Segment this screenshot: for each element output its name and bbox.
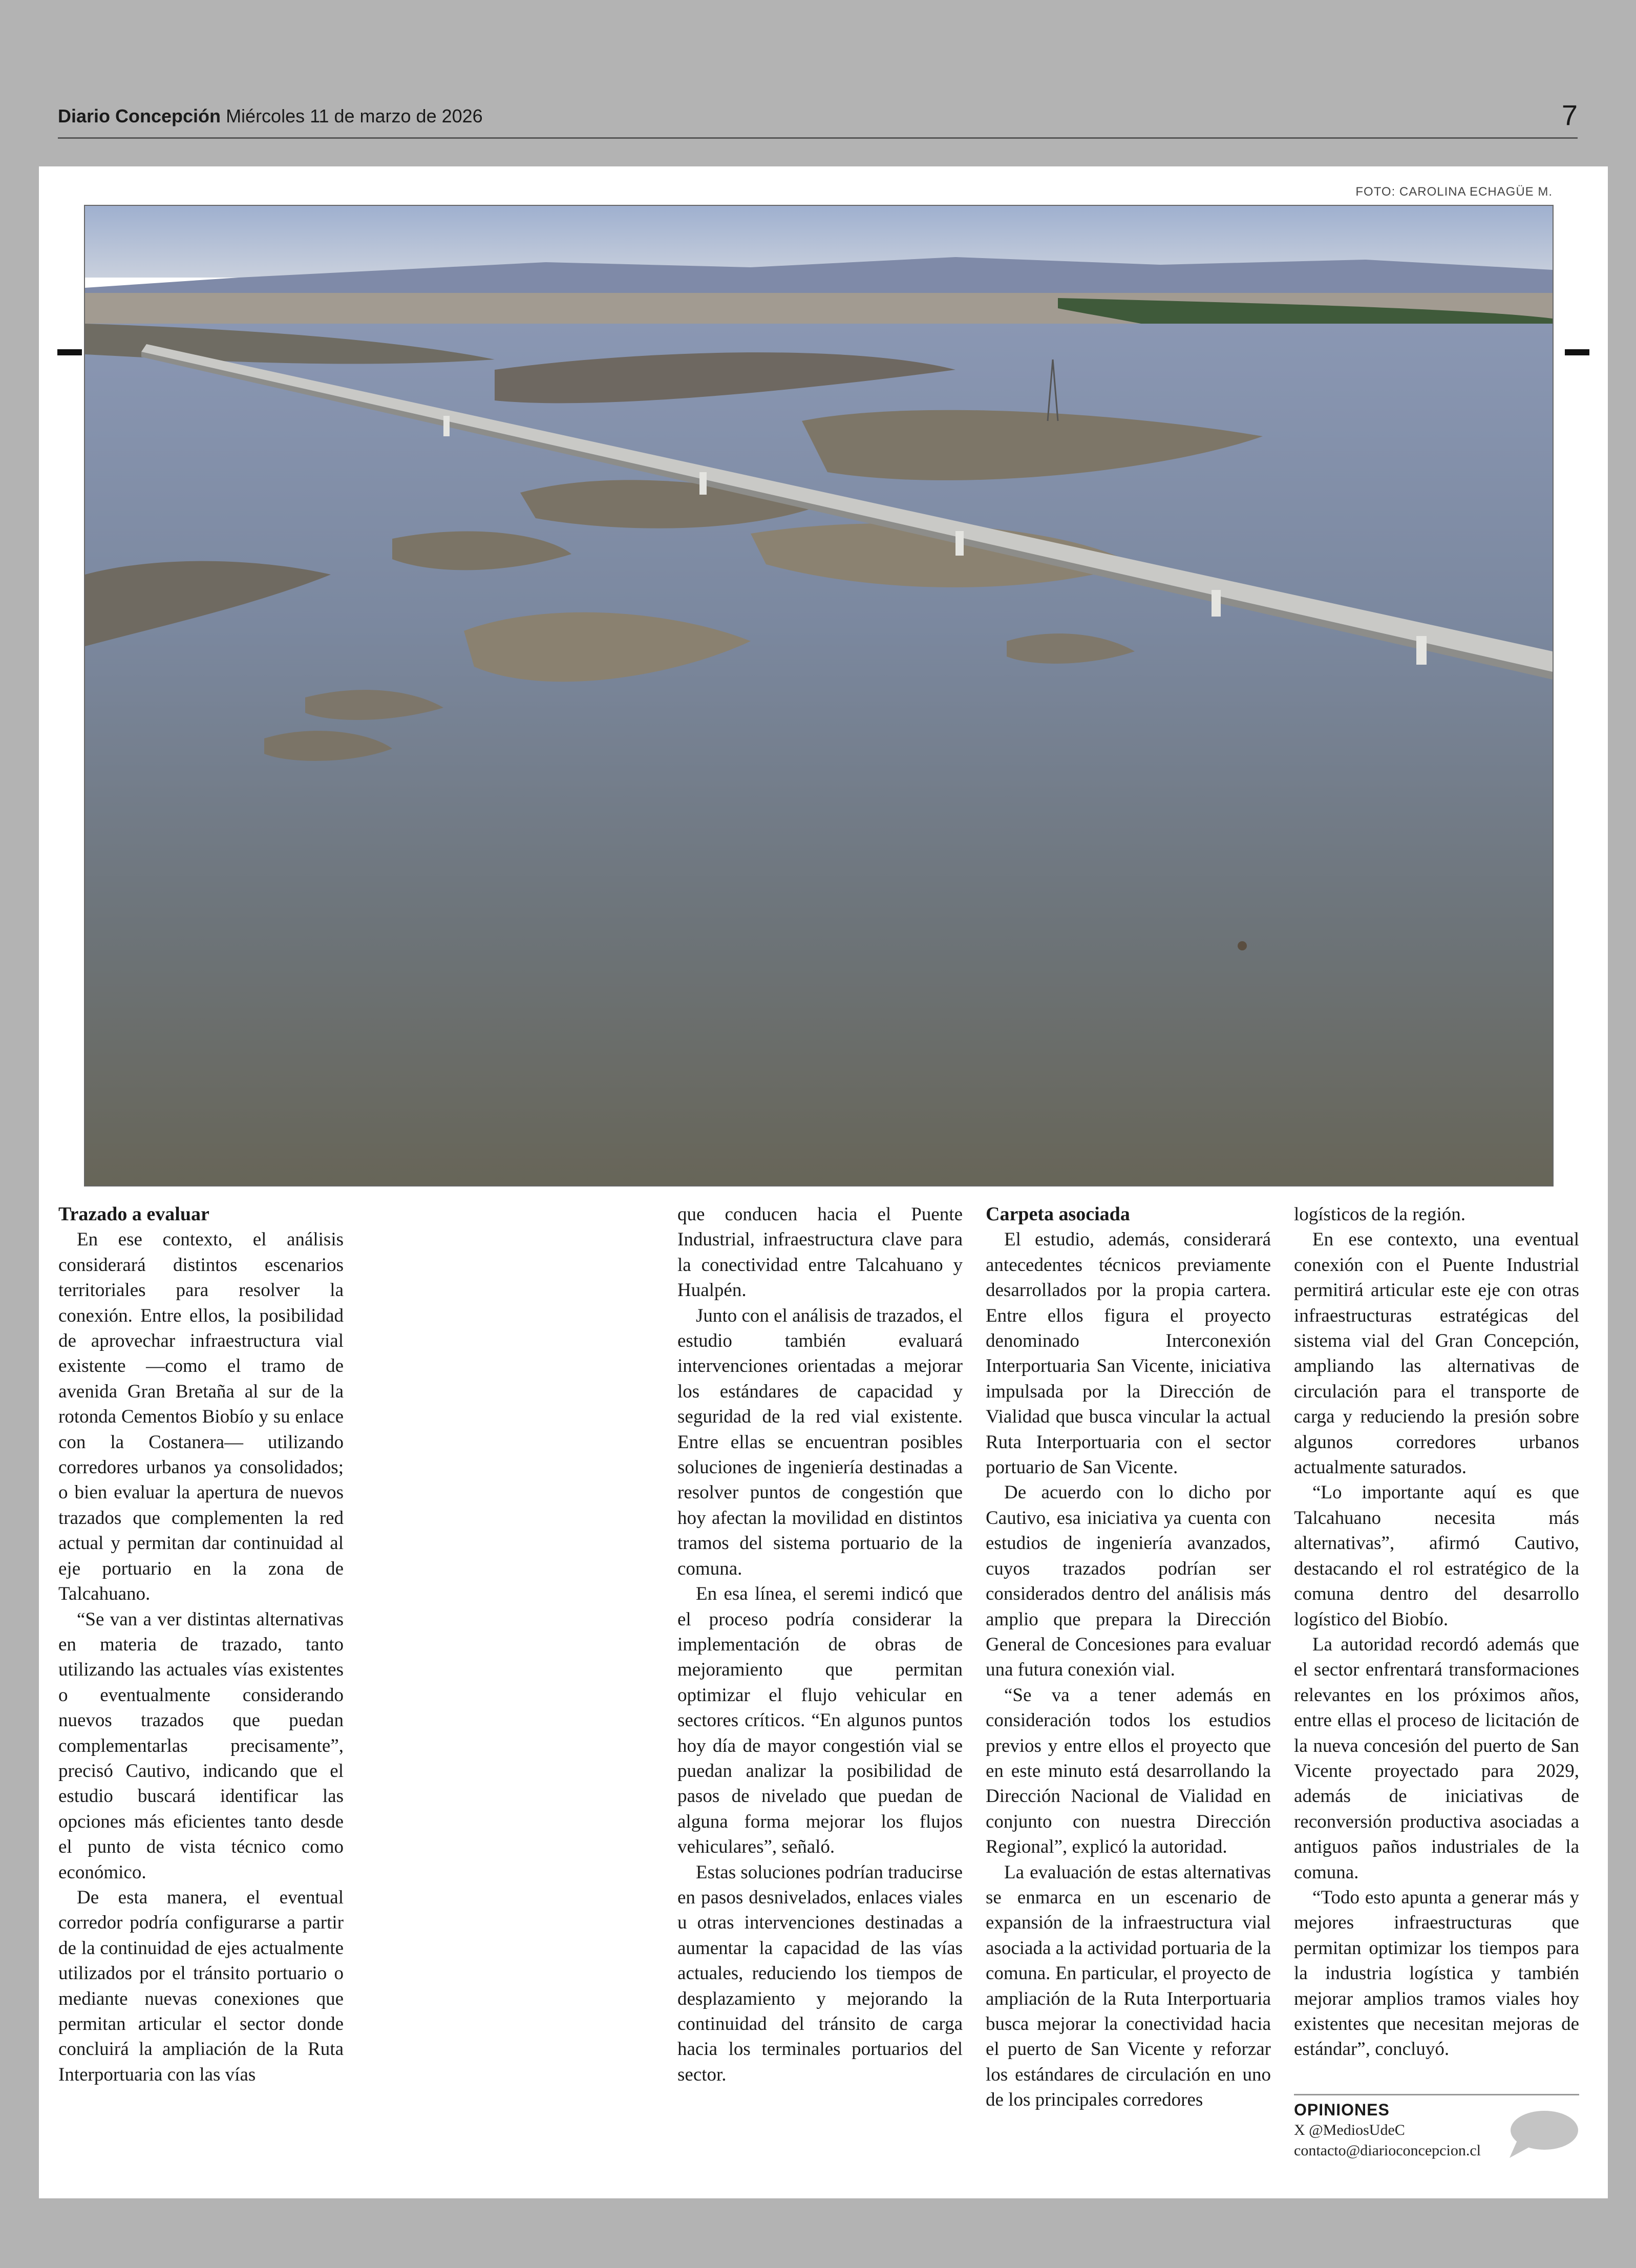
paragraph: De esta manera, el eventual corredor podría configurarse a partir de la continuidad de ejes actualmente utilizados por el tránsito portuario o mediante nuevas conexiones que permitan articular el sector donde concluirá la ampliación de la Ruta Interportuaria con las vías	[58, 1887, 344, 2085]
paragraph: La evaluación de estas alternativas se enmarca en un escenario de expansión de la infraestructura vial asociada a la actividad portuaria de la comuna. En particular, el proyecto de ampliación de la Ruta Interportuaria busca mejorar la conectividad hacia el puerto de San Vicente y reforzar los estándares de circulación en uno de los principales corredores	[986, 1861, 1271, 2111]
opinions-social: X @MediosUdeC	[1294, 2122, 1405, 2138]
aerial-photo-bridge-river	[84, 205, 1554, 1186]
running-header	[58, 100, 1578, 139]
paragraph: logísticos de la región.	[1294, 1204, 1465, 1225]
paragraph: La autoridad recordó además que el sector enfrentará transformaciones relevantes en los próximos años, entre ellas el proceso de licitación de la nueva concesión del puerto de San Vicente proyectado para 2029, además de iniciativas de reconversión productiva asociadas a antiguos paños industriales de la comuna.	[1294, 1634, 1579, 1883]
paragraph: De acuerdo con lo dicho por Cautivo, esa iniciativa ya cuenta con estudios de ingeniería avanzados, cuyos trazados podrían ser considerados dentro del análisis más amplio que prepara la Dirección General de Concesiones para evaluar una futura conexión vial.	[986, 1482, 1271, 1681]
speech-bubble-icon	[1507, 2109, 1579, 2160]
header-paper-date	[58, 105, 483, 127]
paragraph: Estas soluciones podrían traducirse en pasos desnivelados, enlaces viales u otras intervenciones destinadas a aumentar la capacidad de las vías actuales, reduciendo los tiempos de desplazamiento y mejorando la continuidad del tránsito de carga hacia los terminales portuarios del sector.	[677, 1861, 963, 2085]
paragraph: En esa línea, el seremi indicó que el proceso podría considerar la implementación de obras de mejoramiento que permitan optimizar el flujo vehicular en sectores críticos. “En algunos puntos hoy día de mayor congestión vial se puedan analizar la posibilidad de pasos de nivelado que puedan de alguna forma mejorar los flujos vehiculares”, señaló.	[677, 1583, 963, 1858]
text-column-1	[58, 1202, 344, 2087]
text-column-3	[986, 1202, 1271, 2113]
decorative-rule-right	[1565, 349, 1589, 355]
opinions-title: OPINIONES	[1294, 2101, 1390, 2119]
text-column-4	[1294, 1202, 1579, 2062]
photo-credit: FOTO: CAROLINA ECHAGÜE M.	[1355, 185, 1553, 199]
issue-date: Miércoles 11 de marzo de 2026	[226, 105, 483, 126]
paragraph: “Lo importante aquí es que Talcahuano necesita más alternativas”, afirmó Cautivo, destacando el rol estratégico de la comuna dentro del desarrollo logístico del Biobío.	[1294, 1482, 1579, 1630]
newspaper-page	[39, 166, 1608, 2198]
opinions-email: contacto@diarioconcepcion.cl	[1294, 2142, 1481, 2159]
decorative-rule-left	[57, 349, 82, 355]
text-column-2	[677, 1202, 963, 2087]
paragraph: En ese contexto, el análisis considerará distintos escenarios territoriales para resolver la conexión. Entre ellos, la posibilidad de aprovechar infraestructura vial existente —como el tramo de avenida Gran Bretaña al sur de la rotonda Cementos Biobío y su enlace con la Costanera— utilizando corredores urbanos ya consolidados; o bien evaluar la apertura de nuevos trazados que complementen la red actual y permitan dar continuidad al eje portuario en la zona de Talcahuano.	[58, 1229, 344, 1605]
paragraph: “Se van a ver distintas alternativas en materia de trazado, tanto utilizando las actuales vías existentes o eventualmente considerando nuevos trazados que puedan complementarlas precisamente”, precisó Cautivo, indicando que el estudio buscará identificar las opciones más eficientes tanto desde el punto de vista técnico como económico.	[58, 1608, 344, 1883]
subheading-trazado: Trazado a evaluar	[58, 1203, 209, 1225]
page-number: 7	[1561, 99, 1578, 131]
paragraph: que conducen hacia el Puente Industrial, infraestructura clave para la conectividad entre Talcahuano y Hualpén.	[677, 1204, 963, 1301]
paragraph: “Todo esto apunta a generar más y mejores infraestructuras que permitan optimizar los tiempos para la industria logística y también mejorar amplios tramos viales hoy existentes que necesitan mejoras de estándar”, concluyó.	[1294, 1887, 1579, 2060]
subheading-carpeta: Carpeta asociada	[986, 1203, 1130, 1225]
opinions-box	[1294, 2094, 1579, 2161]
paragraph: En ese contexto, una eventual conexión con el Puente Industrial permitirá articular este eje con otras infraestructuras estratégicas del sistema vial del Gran Concepción, ampliando las alternativas de circulación para el transporte de carga y reduciendo la presión sobre algunos corredores urbanos actualmente saturados.	[1294, 1229, 1579, 1478]
paragraph: El estudio, además, considerará antecedentes técnicos previamente desarrollados por la propia cartera. Entre ellos figura el proyecto denominado Interconexión Interportuaria San Vicente, iniciativa impulsada por la Dirección de Vialidad que busca vincular la actual Ruta Interportuaria con el sector portuario de San Vicente.	[986, 1229, 1271, 1478]
paragraph: Junto con el análisis de trazados, el estudio también evaluará intervenciones orientadas a mejorar los estándares de capacidad y seguridad de la red vial existente. Entre ellas se encuentran posibles soluciones de ingeniería destinadas a resolver puntos de congestión que hoy afectan la movilidad en distintos tramos del sistema portuario de la comuna.	[677, 1305, 963, 1579]
paragraph: “Se va a tener además en consideración todos los estudios previos y entre ellos el proyecto que en este minuto está desarrollando la Dirección Nacional de Vialidad en conjunto con nuestra Dirección Regional”, explicó la autoridad.	[986, 1684, 1271, 1858]
paper-name: Diario Concepción	[58, 105, 221, 126]
